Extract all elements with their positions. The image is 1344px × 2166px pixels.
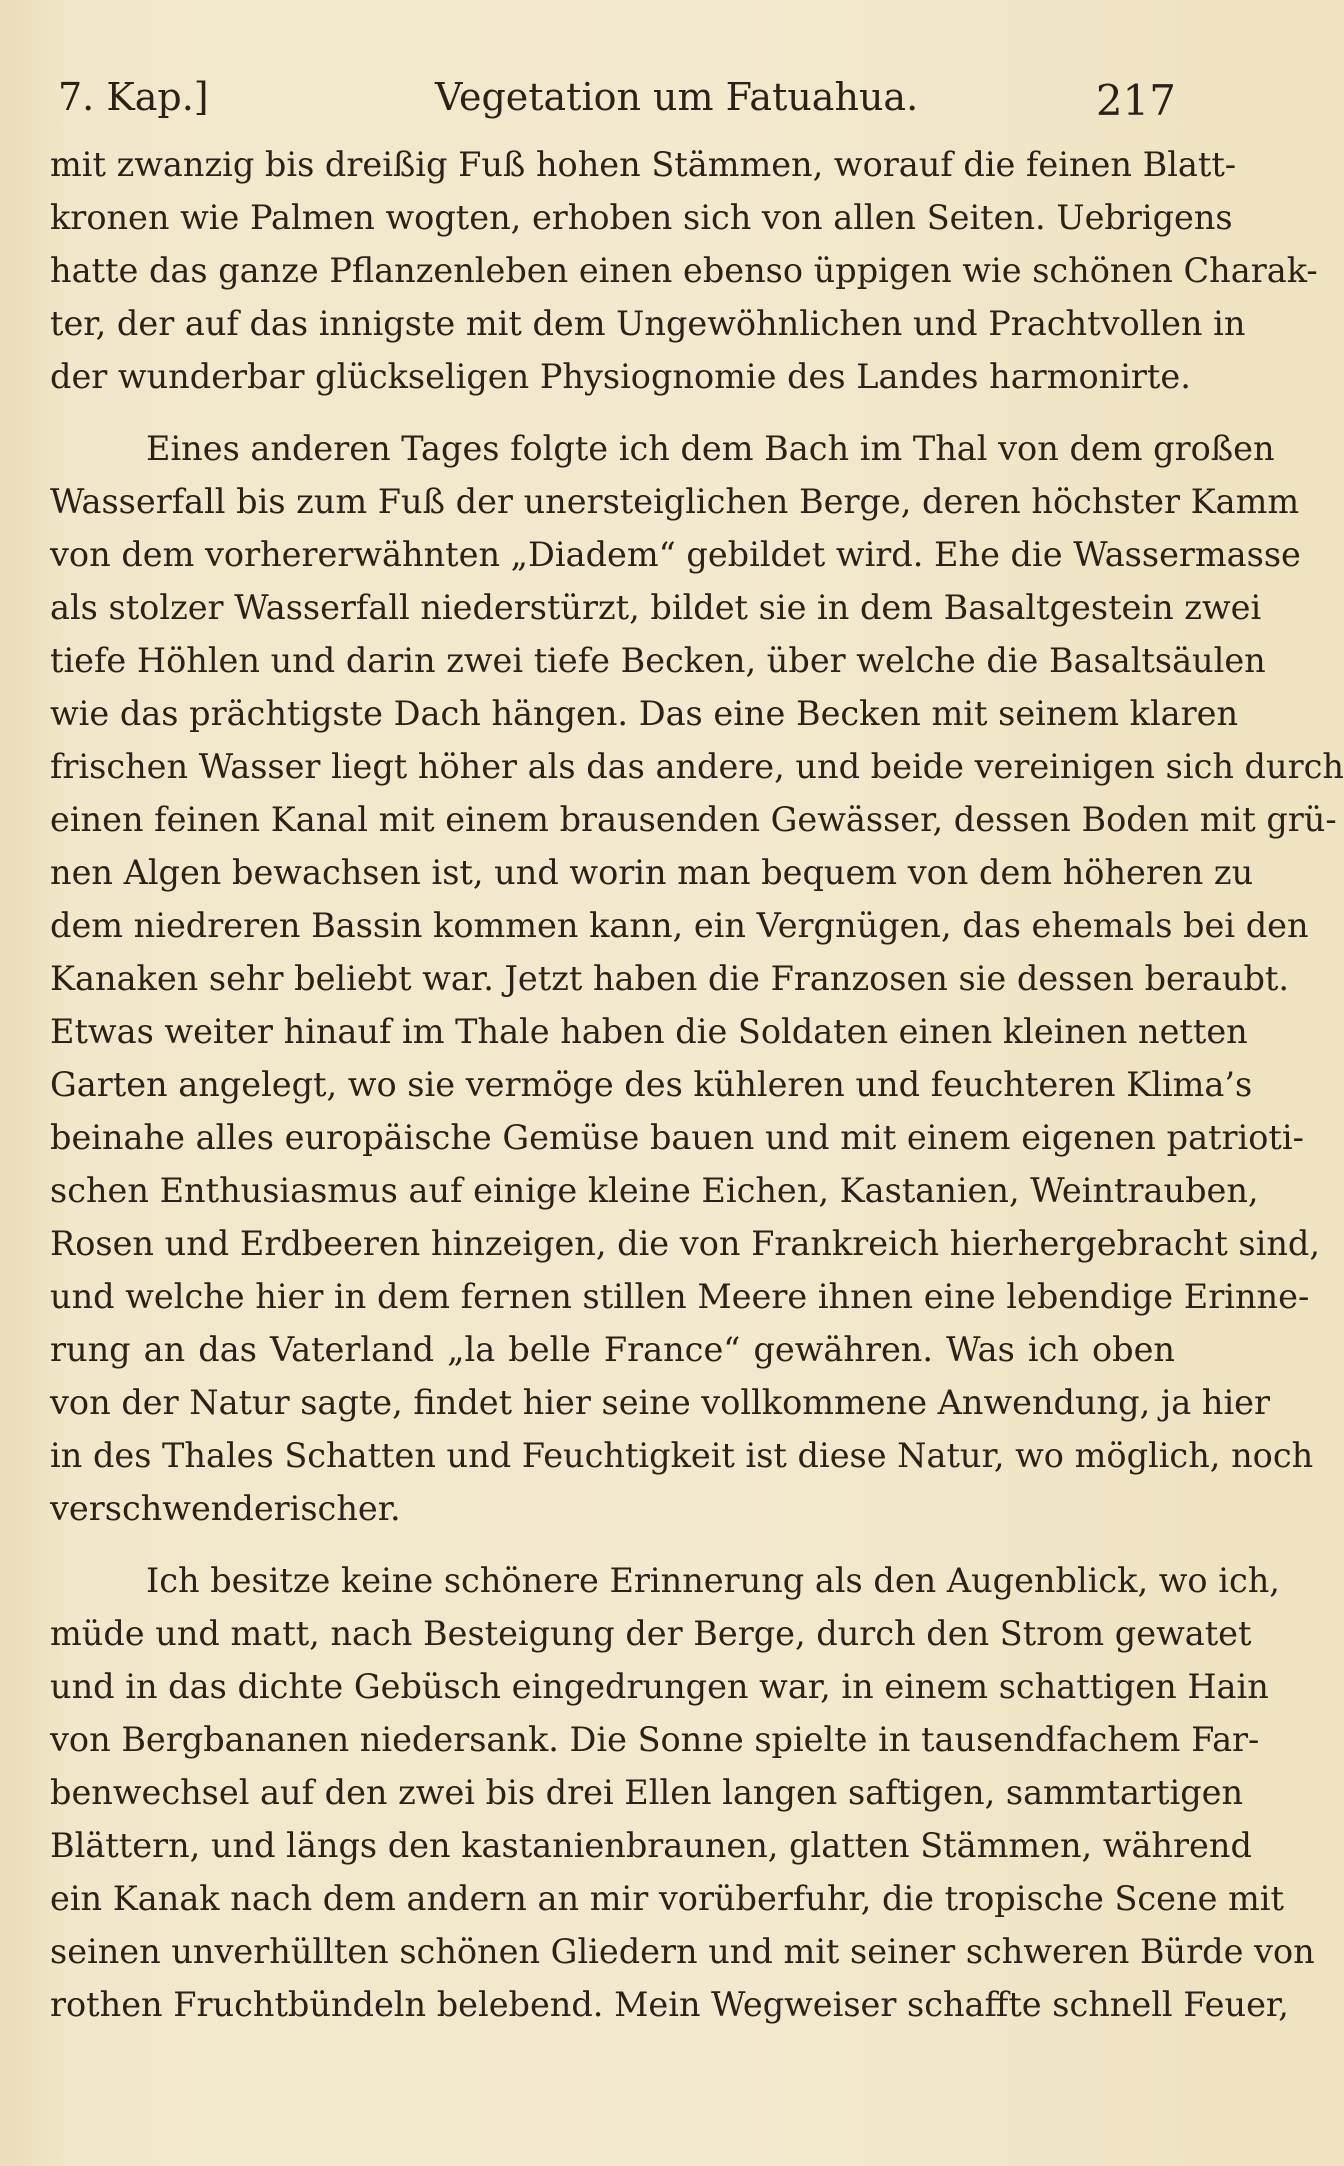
text-line: kronen wie Palmen wogten, erhoben sich von allen Seiten. Uebrigens <box>50 198 1233 237</box>
paragraph <box>50 1554 1315 2031</box>
chapter-label: 7. Kap.] <box>58 75 209 119</box>
text-line: Ich besitze keine schönere Erinnerung als den Augenblick, wo ich, <box>146 1561 1280 1600</box>
text-line: der wunderbar glückseligen Physiognomie des Landes harmonirte. <box>50 357 1191 396</box>
text-line: seinen unverhüllten schönen Gliedern und mit seiner schweren Bürde von <box>50 1932 1315 1971</box>
text-line: von der Natur sagte, findet hier seine vollkommene Anwendung, ja hier <box>50 1383 1271 1422</box>
text-line: ter, der auf das innigste mit dem Ungewöhnlichen und Prachtvollen in <box>50 304 1246 343</box>
text-line: Eines anderen Tages folgte ich dem Bach im Thal von dem großen <box>146 429 1275 468</box>
text-line: Rosen und Erdbeeren hinzeigen, die von Frankreich hierhergebracht sind, <box>50 1224 1321 1263</box>
text-line: einen feinen Kanal mit einem brausenden Gewässer, dessen Boden mit grü- <box>50 800 1337 839</box>
text-line: als stolzer Wasserfall niederstürzt, bildet sie in dem Basaltgestein zwei <box>50 588 1262 627</box>
text-line: verschwenderischer. <box>50 1489 401 1528</box>
text-line: schen Enthusiasmus auf einige kleine Eichen, Kastanien, Weintrauben, <box>50 1171 1259 1210</box>
text-line: hatte das ganze Pflanzenleben einen ebenso üppigen wie schönen Charak- <box>50 251 1318 290</box>
text-line: rung an das Vaterland „la belle France“ gewähren. Was ich oben <box>50 1330 1175 1369</box>
running-title: Vegetation um Fatuahua. <box>435 75 919 119</box>
text-line: dem niedreren Bassin kommen kann, ein Vergnügen, das ehemals bei den <box>50 906 1309 945</box>
text-line: ein Kanak nach dem andern an mir vorüberfuhr, die tropische Scene mit <box>50 1879 1284 1918</box>
text-line: wie das prächtigste Dach hängen. Das eine Becken mit seinem klaren <box>50 694 1239 733</box>
text-line: von dem vorhererwähnten „Diadem“ gebildet wird. Ehe die Wassermasse <box>50 535 1301 574</box>
running-header <box>50 62 1180 132</box>
text-line: und in das dichte Gebüsch eingedrungen war, in einem schattigen Hain <box>50 1667 1269 1706</box>
text-line: tiefe Höhlen und darin zwei tiefe Becken, über welche die Basaltsäulen <box>50 641 1266 680</box>
text-line: müde und matt, nach Besteigung der Berge, durch den Strom gewatet <box>50 1614 1252 1653</box>
body-text <box>50 138 1344 2031</box>
text-line: in des Thales Schatten und Feuchtigkeit ist diese Natur, wo möglich, noch <box>50 1436 1314 1475</box>
text-line: Etwas weiter hinauf im Thale haben die Soldaten einen kleinen netten <box>50 1012 1248 1051</box>
text-line: von Bergbananen niedersank. Die Sonne spielte in tausendfachem Far- <box>50 1720 1260 1759</box>
text-line: Blättern, und längs den kastanienbraunen, glatten Stämmen, während <box>50 1826 1252 1865</box>
text-line: mit zwanzig bis dreißig Fuß hohen Stämmen, worauf die feinen Blatt- <box>50 145 1237 184</box>
paragraph <box>50 138 1318 403</box>
text-line: Kanaken sehr beliebt war. Jetzt haben die Franzosen sie dessen beraubt. <box>50 959 1289 998</box>
text-line: frischen Wasser liegt höher als das andere, und beide vereinigen sich durch <box>50 747 1344 786</box>
text-line: Garten angelegt, wo sie vermöge des kühleren und feuchteren Klima’s <box>50 1065 1253 1104</box>
page-number: 217 <box>1095 76 1176 125</box>
text-line: Wasserfall bis zum Fuß der unersteiglichen Berge, deren höchster Kamm <box>50 482 1300 521</box>
text-line: rothen Fruchtbündeln belebend. Mein Wegweiser schaffte schnell Feuer, <box>50 1985 1289 2024</box>
text-line: benwechsel auf den zwei bis drei Ellen langen saftigen, sammtartigen <box>50 1773 1244 1812</box>
text-line: nen Algen bewachsen ist, und worin man bequem von dem höheren zu <box>50 853 1254 892</box>
paragraph <box>50 422 1344 1535</box>
text-line: und welche hier in dem fernen stillen Meere ihnen eine lebendige Erinne- <box>50 1277 1310 1316</box>
text-line: beinahe alles europäische Gemüse bauen und mit einem eigenen patrioti- <box>50 1118 1304 1157</box>
